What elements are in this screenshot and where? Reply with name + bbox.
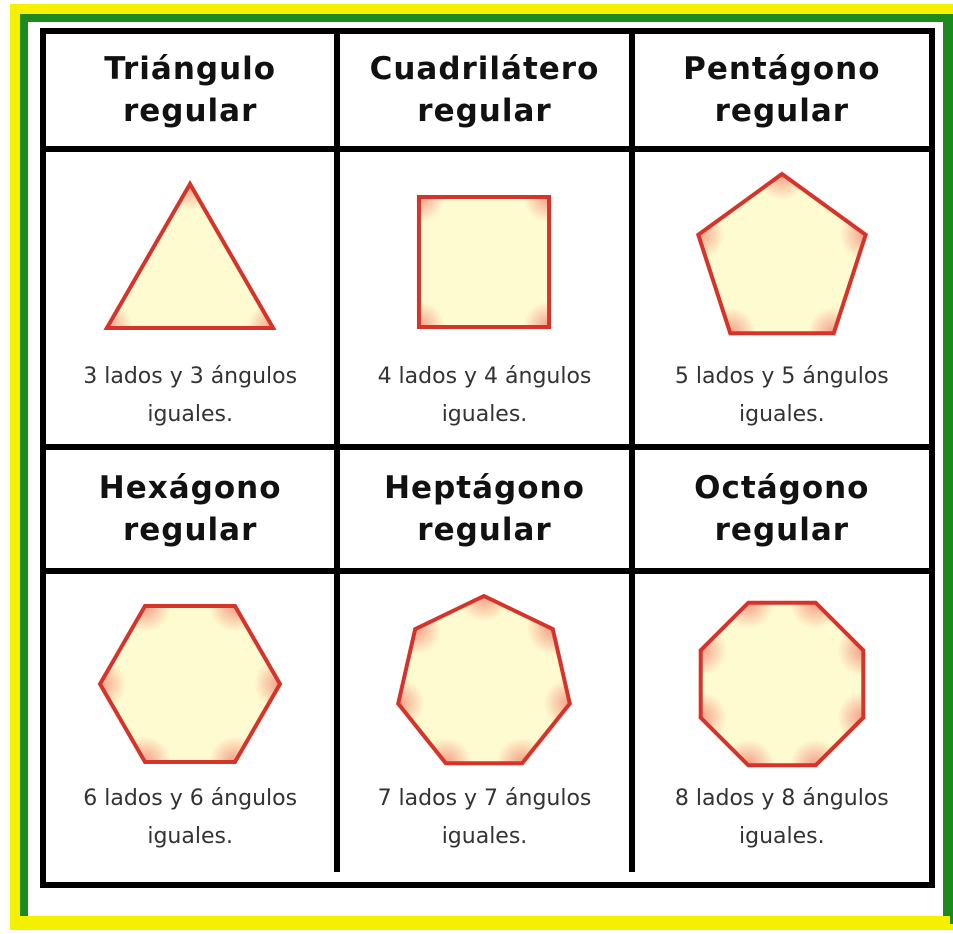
polygon-body (100, 606, 280, 762)
title-cell-heptagon (340, 450, 634, 574)
title-line2: regular (714, 93, 850, 129)
title-cell-hexagon (46, 450, 340, 574)
shape-cell-octagon (635, 574, 929, 872)
title-line1: Octágono (694, 470, 870, 506)
green-border-right (943, 14, 953, 924)
shape-cell-heptagon (340, 574, 634, 872)
title-line1: Hexágono (98, 470, 282, 506)
hexagon-shape (90, 592, 290, 772)
title-cell-square (340, 34, 634, 152)
caption-line2: iguales. (441, 824, 528, 849)
title-line1: Cuadrilátero (369, 51, 600, 87)
title-line1: Heptágono (384, 470, 585, 506)
polygon-body (419, 197, 549, 327)
title-line1: Triángulo (104, 51, 277, 87)
title-cell-pentagon (635, 34, 929, 152)
title-line2: regular (714, 512, 850, 548)
caption-line2: iguales. (739, 824, 825, 849)
caption-line1: 8 lados y 8 ángulos (674, 786, 889, 811)
caption-line2: iguales. (147, 402, 233, 427)
shape-cell-triangle (46, 152, 340, 450)
triangle-shape (90, 170, 290, 350)
title-line2: regular (122, 512, 258, 548)
polygon-table (40, 28, 935, 888)
caption-line2: iguales. (147, 824, 233, 849)
caption-line1: 6 lados y 6 ángulos (83, 786, 298, 811)
title-cell-octagon (635, 450, 929, 574)
shape-cell-square (340, 152, 634, 450)
pentagon-shape (682, 170, 882, 350)
title-line2: regular (417, 512, 552, 548)
shape-cell-hexagon (46, 574, 340, 872)
caption-line2: iguales. (441, 402, 528, 427)
caption-line1: 5 lados y 5 ángulos (674, 364, 889, 389)
title-line2: regular (417, 93, 552, 129)
octagon-shape (682, 592, 882, 772)
caption-line1: 7 lados y 7 ángulos (377, 786, 592, 811)
title-line1: Pentágono (683, 51, 881, 87)
caption-line1: 3 lados y 3 ángulos (83, 364, 298, 389)
caption-line2: iguales. (739, 402, 825, 427)
yellow-border-bottom (20, 916, 950, 926)
heptagon-shape (384, 592, 584, 772)
caption-line1: 4 lados y 4 ángulos (377, 364, 592, 389)
title-cell-triangle (46, 34, 340, 152)
shape-cell-pentagon (635, 152, 929, 450)
title-line2: regular (122, 93, 258, 129)
square-shape (384, 170, 584, 350)
corner-glow (164, 170, 216, 210)
